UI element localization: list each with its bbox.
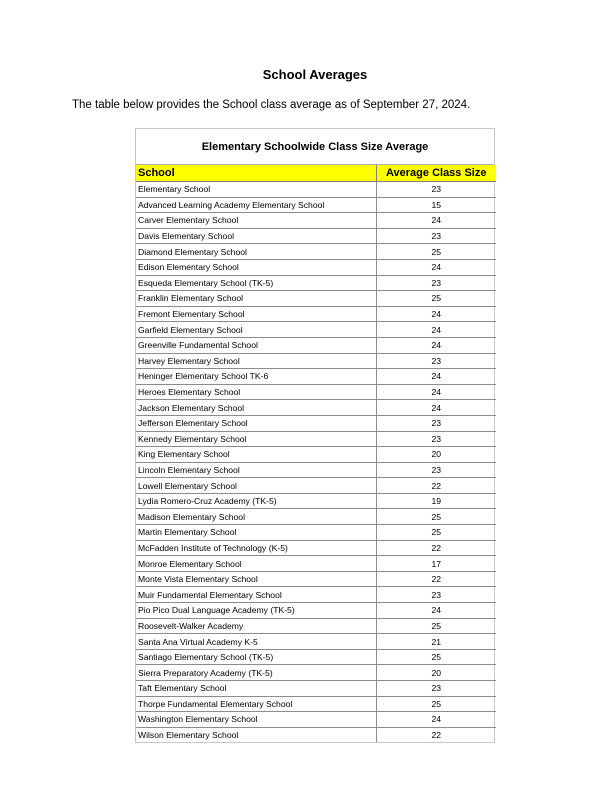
table-row [136, 431, 496, 447]
table-row [136, 525, 496, 541]
table-row [136, 478, 496, 494]
table-row [136, 197, 496, 213]
average-class-size-cell: 23 [376, 182, 496, 198]
school-name-cell: McFadden Institute of Technology (K-5) [136, 540, 376, 556]
average-class-size-cell: 24 [376, 712, 496, 728]
school-column-header: School [136, 165, 376, 182]
average-class-size-column-header: Average Class Size [376, 165, 496, 182]
average-class-size-cell: 22 [376, 540, 496, 556]
table-row [136, 182, 496, 198]
average-class-size-cell: 23 [376, 415, 496, 431]
average-class-size-cell: 22 [376, 571, 496, 587]
school-name-cell: Elementary School [136, 182, 376, 198]
table-row [136, 369, 496, 385]
school-name-cell: Lincoln Elementary School [136, 462, 376, 478]
average-class-size-cell: 22 [376, 727, 496, 742]
table-row [136, 384, 496, 400]
table-row [136, 213, 496, 229]
average-class-size-cell: 25 [376, 244, 496, 260]
average-class-size-cell: 24 [376, 213, 496, 229]
table-row [136, 353, 496, 369]
table-row [136, 665, 496, 681]
table-row [136, 259, 496, 275]
table-row [136, 322, 496, 338]
school-name-cell: Kennedy Elementary School [136, 431, 376, 447]
school-name-cell: Jackson Elementary School [136, 400, 376, 416]
school-name-cell: Santiago Elementary School (TK-5) [136, 649, 376, 665]
table-row [136, 228, 496, 244]
average-class-size-cell: 23 [376, 353, 496, 369]
school-name-cell: Santa Ana Virtual Academy K-5 [136, 634, 376, 650]
school-name-cell: Heroes Elementary School [136, 384, 376, 400]
average-class-size-cell: 20 [376, 665, 496, 681]
average-class-size-cell: 23 [376, 587, 496, 603]
table-row [136, 712, 496, 728]
table-row [136, 696, 496, 712]
school-name-cell: Lydia Romero-Cruz Academy (TK-5) [136, 493, 376, 509]
school-name-cell: Roosevelt-Walker Academy [136, 618, 376, 634]
table-row [136, 415, 496, 431]
average-class-size-cell: 23 [376, 462, 496, 478]
school-name-cell: Wilson Elementary School [136, 727, 376, 742]
average-class-size-cell: 23 [376, 681, 496, 697]
table-row [136, 681, 496, 697]
table-row [136, 571, 496, 587]
school-name-cell: Heninger Elementary School TK-6 [136, 369, 376, 385]
table-row [136, 618, 496, 634]
average-class-size-cell: 23 [376, 228, 496, 244]
average-class-size-cell: 20 [376, 447, 496, 463]
school-name-cell: Lowell Elementary School [136, 478, 376, 494]
school-name-cell: Diamond Elementary School [136, 244, 376, 260]
average-class-size-cell: 25 [376, 649, 496, 665]
table-row [136, 587, 496, 603]
school-name-cell: King Elementary School [136, 447, 376, 463]
table-row [136, 634, 496, 650]
school-name-cell: Jefferson Elementary School [136, 415, 376, 431]
school-name-cell: Pio Pico Dual Language Academy (TK-5) [136, 603, 376, 619]
school-name-cell: Muir Fundamental Elementary School [136, 587, 376, 603]
average-class-size-cell: 23 [376, 275, 496, 291]
table-row [136, 556, 496, 572]
average-class-size-cell: 21 [376, 634, 496, 650]
average-class-size-cell: 22 [376, 478, 496, 494]
school-name-cell: Advanced Learning Academy Elementary School [136, 197, 376, 213]
class-size-table [135, 128, 495, 743]
school-name-cell: Thorpe Fundamental Elementary School [136, 696, 376, 712]
table-row [136, 462, 496, 478]
table-row [136, 540, 496, 556]
school-name-cell: Sierra Preparatory Academy (TK-5) [136, 665, 376, 681]
table-row [136, 509, 496, 525]
average-class-size-cell: 25 [376, 618, 496, 634]
average-class-size-cell: 24 [376, 337, 496, 353]
average-class-size-cell: 25 [376, 291, 496, 307]
school-name-cell: Edison Elementary School [136, 259, 376, 275]
school-name-cell: Taft Elementary School [136, 681, 376, 697]
average-class-size-cell: 15 [376, 197, 496, 213]
table-row [136, 493, 496, 509]
school-name-cell: Esqueda Elementary School (TK-5) [136, 275, 376, 291]
average-class-size-cell: 24 [376, 384, 496, 400]
average-class-size-cell: 24 [376, 603, 496, 619]
school-name-cell: Franklin Elementary School [136, 291, 376, 307]
school-name-cell: Greenville Fundamental School [136, 337, 376, 353]
table-row [136, 337, 496, 353]
intro-paragraph: The table below provides the School class average as of September 27, 2024. [72, 99, 471, 111]
average-class-size-cell: 25 [376, 509, 496, 525]
average-class-size-cell: 25 [376, 525, 496, 541]
school-name-cell: Monroe Elementary School [136, 556, 376, 572]
school-name-cell: Madison Elementary School [136, 509, 376, 525]
table-row [136, 649, 496, 665]
class-size-grid [136, 165, 496, 742]
table-row [136, 306, 496, 322]
average-class-size-cell: 17 [376, 556, 496, 572]
average-class-size-cell: 24 [376, 369, 496, 385]
table-row [136, 727, 496, 742]
school-name-cell: Carver Elementary School [136, 213, 376, 229]
table-row [136, 603, 496, 619]
average-class-size-cell: 19 [376, 493, 496, 509]
table-caption: Elementary Schoolwide Class Size Average [136, 129, 494, 165]
average-class-size-cell: 24 [376, 322, 496, 338]
table-row [136, 291, 496, 307]
school-name-cell: Monte Vista Elementary School [136, 571, 376, 587]
school-name-cell: Davis Elementary School [136, 228, 376, 244]
average-class-size-cell: 24 [376, 259, 496, 275]
average-class-size-cell: 24 [376, 400, 496, 416]
school-name-cell: Washington Elementary School [136, 712, 376, 728]
table-body [136, 182, 496, 743]
school-name-cell: Harvey Elementary School [136, 353, 376, 369]
average-class-size-cell: 24 [376, 306, 496, 322]
table-row [136, 400, 496, 416]
page-title: School Averages [262, 67, 368, 82]
school-name-cell: Garfield Elementary School [136, 322, 376, 338]
header-row [136, 165, 496, 182]
table-row [136, 244, 496, 260]
school-name-cell: Martin Elementary School [136, 525, 376, 541]
table-row [136, 447, 496, 463]
average-class-size-cell: 25 [376, 696, 496, 712]
school-name-cell: Fremont Elementary School [136, 306, 376, 322]
table-row [136, 275, 496, 291]
average-class-size-cell: 23 [376, 431, 496, 447]
